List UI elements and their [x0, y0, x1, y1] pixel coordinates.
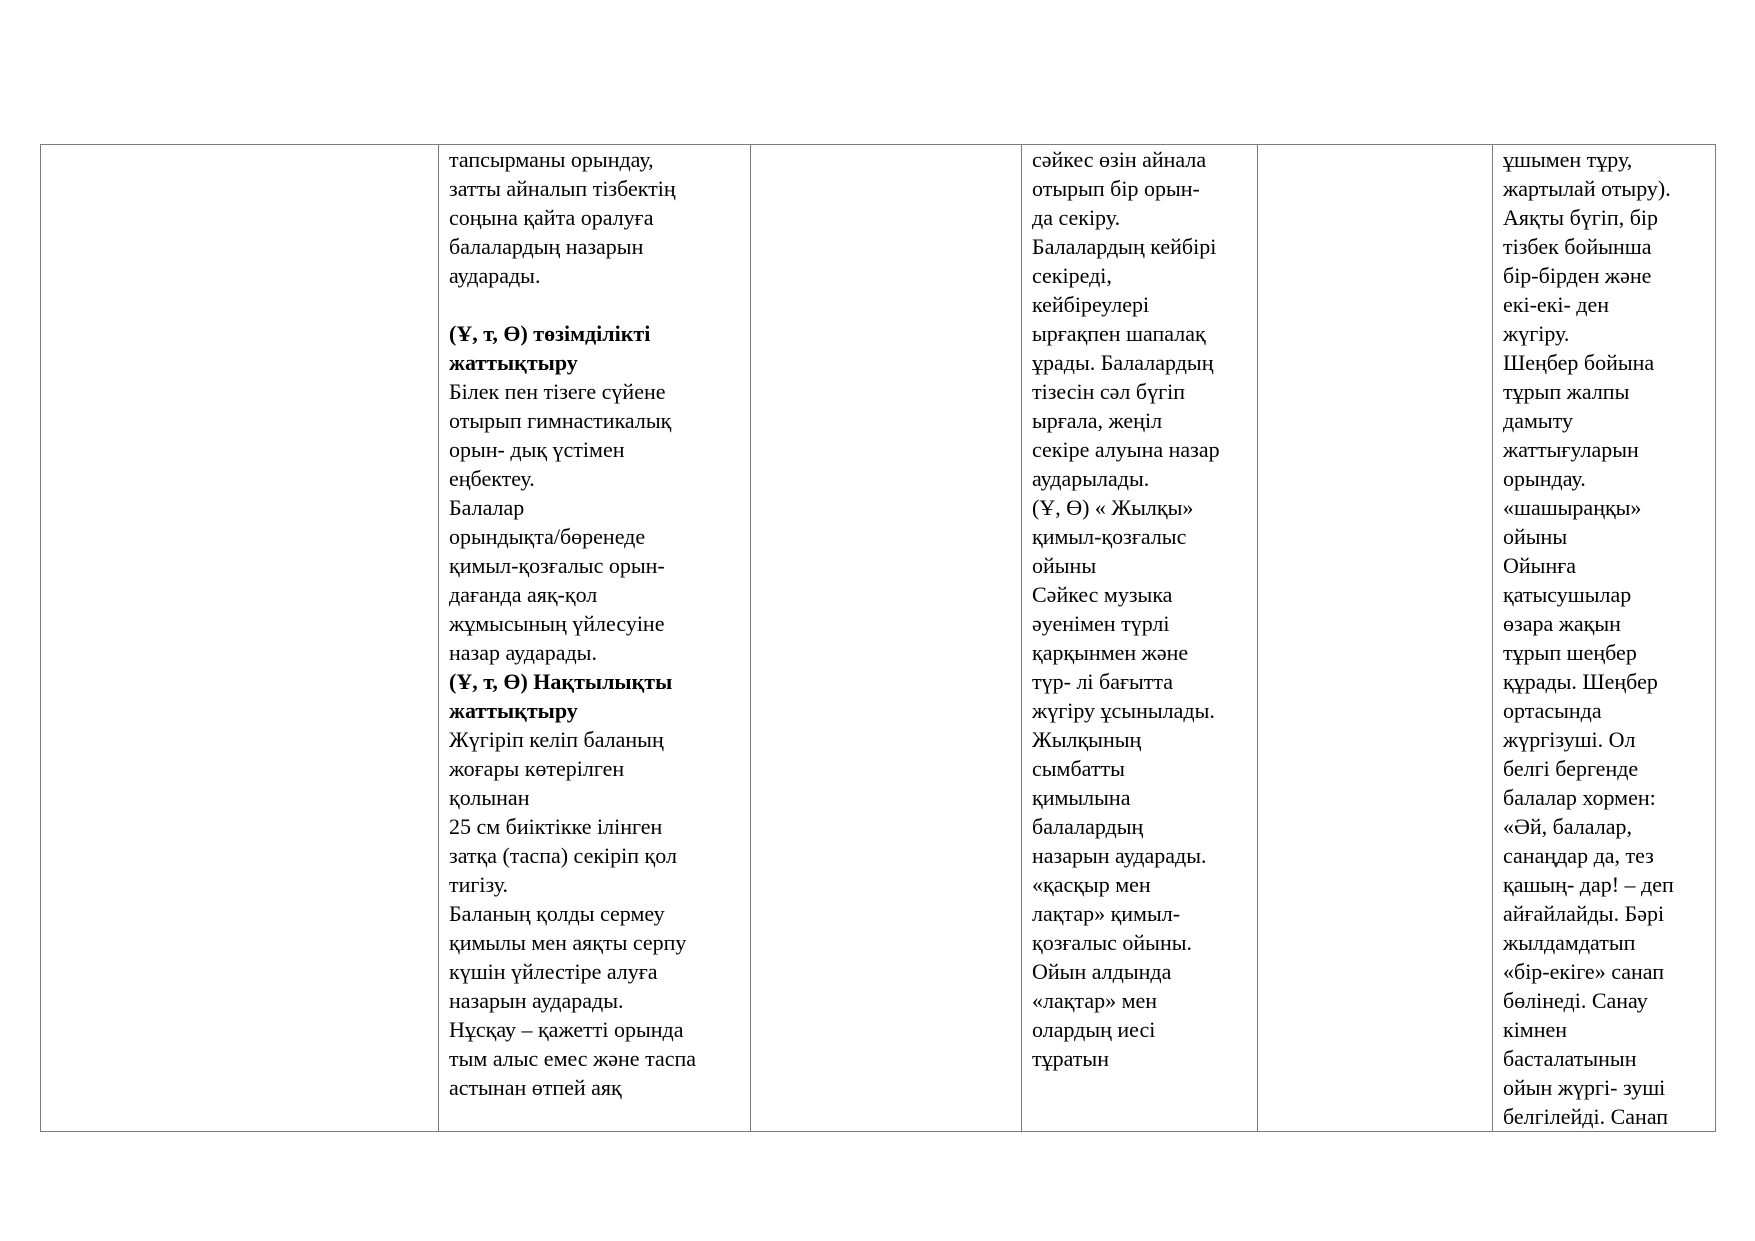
text-line: тым алыс емес және таспа: [449, 1046, 697, 1071]
text-line: қашың- дар! – деп: [1503, 872, 1674, 897]
text-line: соңына қайта оралуға: [449, 205, 654, 230]
text-line: қозғалыс ойыны.: [1032, 930, 1192, 955]
cell-col-2: [439, 145, 751, 1132]
cell-col-3: [751, 145, 1022, 1132]
text-line: затты айналып тізбектің: [449, 176, 676, 201]
text-line: бір-бірден және: [1503, 263, 1652, 288]
text-line: лақтар» қимыл-: [1032, 901, 1181, 926]
text-line: «қасқыр мен: [1032, 872, 1151, 897]
text-line: ойыны: [1032, 553, 1097, 578]
text-line: балалардың назарын: [449, 234, 644, 259]
text-line: Білек пен тізеге сүйене: [449, 379, 666, 404]
text-line: назарын аударады.: [1032, 843, 1207, 868]
text-line: (Ұ, т, Ө) төзімділікті: [449, 321, 651, 346]
text-line: назар аударады.: [449, 640, 597, 665]
text-line: (Ұ, т, Ө) Нақтылықты: [449, 669, 673, 694]
text-line: Ойынға: [1503, 553, 1577, 578]
text-line: затқа (таспа) секіріп қол: [449, 843, 677, 868]
text-line: тұрып жалпы: [1503, 379, 1630, 404]
text-line: ұшымен тұру,: [1503, 147, 1633, 172]
text-line: орындау.: [1503, 466, 1586, 491]
text-line: басталатынын: [1503, 1046, 1637, 1071]
text-line: жаттықтыру: [449, 698, 578, 723]
text-line: тапсырманы орындау,: [449, 147, 654, 172]
text-line: ортасында: [1503, 698, 1602, 723]
text-line: ұрады. Балалардың: [1032, 350, 1214, 375]
text-line: Балалар: [449, 495, 525, 520]
text-line: 25 см биіктікке ілінген: [449, 814, 663, 839]
text-line: отырып гимнастикалық: [449, 408, 672, 433]
text-line: жаттықтыру: [449, 350, 578, 375]
text-line: белгілейді. Санап: [1503, 1104, 1669, 1129]
text-line: ырғала, жеңіл: [1032, 408, 1163, 433]
text-line: жартылай отыру).: [1503, 176, 1671, 201]
text-line: Шеңбер бойына: [1503, 350, 1655, 375]
text-line: олардың иесі: [1032, 1017, 1156, 1042]
text-line: кейбіреулері: [1032, 292, 1150, 317]
text-line: белгі бергенде: [1503, 756, 1639, 781]
text-line: қолынан: [449, 785, 530, 810]
text-line: Жүгіріп келіп баланың: [449, 727, 664, 752]
text-line: астынан өтпей аяқ: [449, 1075, 622, 1100]
text-line: Балалардың кейбірі: [1032, 234, 1217, 259]
text-line: аударылады.: [1032, 466, 1150, 491]
text-line: қимылы мен аяқты серпу: [449, 930, 687, 955]
text-line: «лақтар» мен: [1032, 988, 1158, 1013]
text-line: тізесін сәл бүгіп: [1032, 379, 1185, 404]
text-line: қарқынмен және: [1032, 640, 1189, 665]
text-line: өзара жақын: [1503, 611, 1621, 636]
text-line: күшін үйлестіре алуға: [449, 959, 658, 984]
text-line: тұрып шеңбер: [1503, 640, 1637, 665]
text-line: түр- лі бағытта: [1032, 669, 1174, 694]
text-line: [449, 290, 744, 319]
text-line: (Ұ, Ө) « Жылқы»: [1032, 495, 1194, 520]
table-row: [41, 145, 1716, 1132]
text-line: тигізу.: [449, 872, 509, 897]
text-line: дағанда аяқ-қол: [449, 582, 598, 607]
text-line: қимыл-қозғалыс: [1032, 524, 1187, 549]
cell-col-1: [41, 145, 439, 1132]
text-line: орындықта/бөренеде: [449, 524, 646, 549]
text-line: қимыл-қозғалыс орын-: [449, 553, 665, 578]
text-line: Баланың қолды сермеу: [449, 901, 665, 926]
text-line: Аяқты бүгіп, бір: [1503, 205, 1658, 230]
text-line: аударады.: [449, 263, 541, 288]
text-line: «шашыраңқы»: [1503, 495, 1642, 520]
text-line: секіре алуына назар: [1032, 437, 1220, 462]
text-line: жоғары көтерілген: [449, 756, 625, 781]
text-line: назарын аударады.: [449, 988, 624, 1013]
text-line: Сәйкес музыка: [1032, 582, 1173, 607]
text-line: әуенімен түрлі: [1032, 611, 1170, 636]
text-line: бөлінеді. Санау: [1503, 988, 1648, 1013]
text-line: орын- дық үстімен: [449, 437, 625, 462]
cell-col-6: [1493, 145, 1716, 1132]
text-line: ойын жүргі- зуші: [1503, 1075, 1666, 1100]
text-line: Нұсқау – қажетті орында: [449, 1017, 684, 1042]
text-line: секіреді,: [1032, 263, 1112, 288]
text-line: құрады. Шеңбер: [1503, 669, 1658, 694]
text-line: тізбек бойынша: [1503, 234, 1652, 259]
text-line: еңбектеу.: [449, 466, 535, 491]
text-line: санаңдар да, тез: [1503, 843, 1654, 868]
text-line: сәйкес өзін айнала: [1032, 147, 1207, 172]
text-line: дамыту: [1503, 408, 1573, 433]
text-line: балалардың: [1032, 814, 1144, 839]
text-line: балалар хормен:: [1503, 785, 1656, 810]
text-line: жаттығуларын: [1503, 437, 1639, 462]
text-line: жұмысының үйлесуіне: [449, 611, 665, 636]
text-line: жүгіру.: [1503, 321, 1570, 346]
text-line: айғайлайды. Бәрі: [1503, 901, 1665, 926]
text-line: жылдамдатып: [1503, 930, 1636, 955]
text-line: Жылқының: [1032, 727, 1142, 752]
text-line: ойыны: [1503, 524, 1568, 549]
text-line: ырғақпен шапалақ: [1032, 321, 1206, 346]
text-line: сымбатты: [1032, 756, 1125, 781]
text-line: кімнен: [1503, 1017, 1568, 1042]
text-line: отырып бір орын-: [1032, 176, 1200, 201]
cell-col-4: [1022, 145, 1258, 1132]
text-line: «бір-екіге» санап: [1503, 959, 1665, 984]
text-line: жүгіру ұсынылады.: [1032, 698, 1215, 723]
text-line: екі-екі- ден: [1503, 292, 1610, 317]
text-line: да секіру.: [1032, 205, 1121, 230]
text-line: Ойын алдында: [1032, 959, 1172, 984]
text-line: «Әй, балалар,: [1503, 814, 1632, 839]
cell-col-5: [1258, 145, 1493, 1132]
text-line: тұратын: [1032, 1046, 1109, 1071]
text-line: қатысушылар: [1503, 582, 1632, 607]
text-line: жүргізуші. Ол: [1503, 727, 1636, 752]
lesson-plan-table: [40, 144, 1716, 1132]
text-line: қимылына: [1032, 785, 1131, 810]
